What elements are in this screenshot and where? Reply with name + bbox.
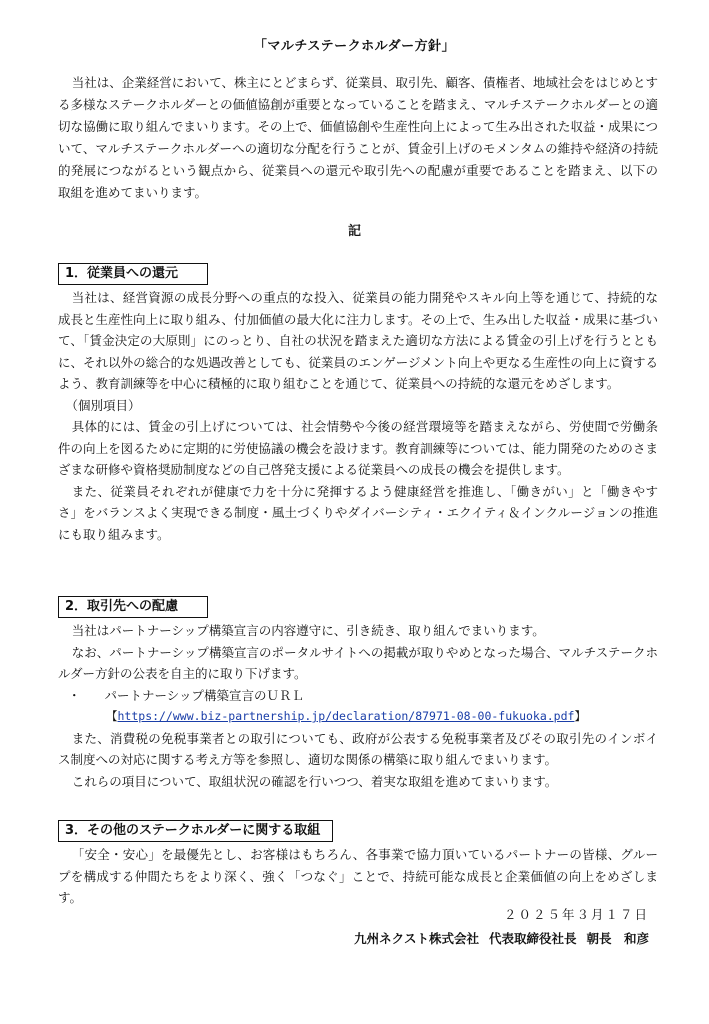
- ki-heading: 記: [347, 224, 361, 239]
- section1-paragraph-2: 具体的には、賃金の引上げについては、社会情勢や今後の経営環境等を踏まえながら、労使間で労働条件の向上を図るために定期的に労使協議の機会を設けます。教育訓練等については、能力開発のためのさまざまな研修や資格奨励制度などの自己啓発支援による従業員への成長の機会を提供します。: [58, 419, 658, 477]
- section2-bullet: [58, 685, 658, 707]
- section-heading-employees: 1．従業員への還元: [58, 263, 208, 285]
- signer-name: 朝長 和彦: [586, 931, 649, 946]
- section1-paragraph-1: 当社は、経営資源の成長分野への重点的な投入、従業員の能力開発やスキル向上等を通じて、持続的な成長と生産性向上に取り組み、付加価値の最大化に注力します。その上で、生み出した収益・成果に基づいて、「賃金決定の大原則」にのっとり、自社の状況を踏まえた適切な方法による賃金の引上げを行うとともに、それ以外の総合的な処遇改善としても、従業員のエンゲージメント向上や更なる生産性の向上に資するよう、教育訓練等を中心に積極的に取り組むことを通じて、従業員への持続的な還元をめざします。: [58, 290, 658, 391]
- partnership-url-link[interactable]: https://www.biz-partnership.jp/declaration/87971-08-00-fukuoka.pdf: [117, 709, 575, 723]
- section-heading-other: 3．その他のステークホルダーに関する取組: [58, 820, 333, 842]
- signer-role: 代表取締役社長: [488, 931, 577, 946]
- document-title: 「マルチステークホルダー方針」: [253, 39, 456, 54]
- bullet-text: パートナーシップ構築宣言のＵＲＬ: [104, 687, 305, 703]
- intro-paragraph: 当社は、企業経営において、株主にとどまらず、従業員、取引先、顧客、債権者、地域社会をはじめとする多様なステークホルダーとの価値協創が重要となっていることを踏まえ、マルチステークホルダーとの適切な協働に取り組んでまいります。その上で、価値協創や生産性向上によって生み出された収益・成果について、マルチステークホルダーへの適切な分配を行うことが、賃金引上げのモメンタムの維持や経済の持続的発展につながるという観点から、従業員への還元や取引先への配慮が重要であることを踏まえ、以下の取組を進めてまいります。: [58, 75, 659, 200]
- url-open-bracket: 【: [106, 709, 118, 723]
- intro-block: [58, 72, 658, 204]
- section2-paragraph-4: これらの項目について、取組状況の確認を行いつつ、着実な取組を進めてまいります。: [71, 773, 558, 789]
- section3-paragraph-1: 「安全・安心」を最優先とし、お客様はもちろん、各事業で協力頂いているパートナーの皆様、グループを構成する仲間たちをより深く、強く「つなぐ」ことで、持続可能な成長と企業価値の向上をめざします。: [58, 847, 658, 905]
- bullet-mark: ・: [68, 687, 81, 703]
- url-line: [58, 706, 658, 728]
- section-suppliers: [58, 595, 658, 792]
- section-other-stakeholders: [58, 819, 658, 909]
- url-close-bracket: 】: [574, 709, 586, 723]
- section-heading-suppliers: 2．取引先への配慮: [58, 596, 208, 618]
- section1-sub-label: （個別項目）: [65, 397, 141, 413]
- section-employees: [58, 262, 658, 545]
- section2-paragraph-3: また、消費税の免税事業者との取引についても、政府が公表する免税事業者及びその取引先のインボイス制度への対応に関する考え方等を参照し、適切な関係の構築に取り組んでまいります。: [58, 730, 658, 767]
- section2-paragraph-1: 当社はパートナーシップ構築宣言の内容遵守に、引き続き、取り組んでまいります。: [71, 623, 545, 638]
- section1-paragraph-3: また、従業員それぞれが健康で力を十分に発揮するよう健康経営を推進し、「働きがい」と「働きやすさ」をバランスよく実現できる制度・風土づくりやダイバーシティ・エクイティ＆インクルージョンの推進にも取り組みます。: [58, 483, 658, 542]
- document-date: ２０２５年３月１７日: [503, 907, 649, 922]
- signature-line: [344, 929, 649, 947]
- company-name: 九州ネクスト株式会社: [354, 931, 479, 946]
- section2-paragraph-2: なお、パートナーシップ構築宣言のポータルサイトへの掲載が取りやめとなった場合、マルチステークホルダー方針の公表を自主的に取り下げます。: [58, 644, 658, 681]
